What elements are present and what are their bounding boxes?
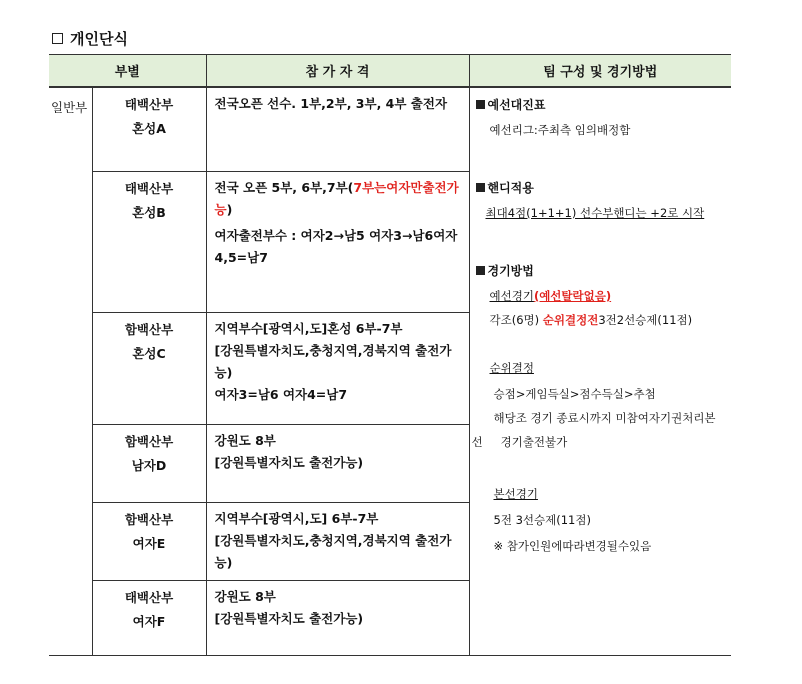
qualification-text: 강원도 8부	[214, 588, 276, 604]
qualification-cell	[206, 424, 469, 502]
header-team: 팀 구성 및 경기방법	[469, 55, 731, 88]
category-code: 혼성B	[132, 204, 166, 220]
qualification-text: 지역부수[광역시,도]혼성 6부-7부	[214, 320, 403, 336]
qualification-cell	[206, 580, 469, 655]
team-text: 최대4점(1+1+1) 선수부핸디는 +2로 시작	[485, 206, 705, 220]
qualification-text: [강원특별자치도 출전가능)	[214, 610, 364, 626]
team-text: 예선리그:주최측 임의배정함	[489, 123, 631, 137]
qualification-text: [강원특별자치도 출전가능)	[214, 454, 364, 470]
qualification-text: 강원도 8부	[214, 432, 276, 448]
section-heading: 경기방법	[476, 262, 732, 279]
table-row	[49, 87, 731, 171]
team-text: 선 경기출전불가	[471, 435, 568, 449]
section-title	[52, 28, 128, 49]
category-code: 혼성A	[132, 121, 166, 136]
category-code: 여자E	[132, 535, 166, 551]
qualification-cell	[206, 87, 469, 171]
team-text: 예선경기(예선탈락없음)	[489, 289, 612, 303]
category-name: 함백산부	[124, 321, 174, 337]
black-square-icon	[476, 266, 485, 275]
category-cell	[92, 171, 206, 312]
team-note: ※ 참가인원에따라변경될수있음	[493, 539, 652, 553]
header-division: 부별	[49, 55, 206, 88]
section-title-text: 개인단식	[70, 30, 128, 48]
qualification-text: 여자출전부수 : 여자2→남5 여자3→남6여자4,5=남7	[214, 227, 458, 265]
black-square-icon	[476, 100, 485, 109]
section-heading: 핸디적용	[476, 179, 732, 196]
qualification-text: 여자3=남6 여자4=남7	[214, 386, 348, 402]
category-cell	[92, 502, 206, 580]
qualification-text: [강원특별자치도,충청지역,경북지역 출전가능)	[214, 532, 452, 570]
category-name: 함백산부	[124, 433, 174, 449]
qualification-cell	[206, 502, 469, 580]
team-subheading: 순위결정	[489, 361, 534, 375]
category-name: 태백산부	[124, 589, 174, 605]
header-row	[49, 55, 731, 88]
team-method-cell	[469, 87, 731, 655]
category-name: 함백산부	[124, 511, 174, 527]
category-cell	[92, 424, 206, 502]
header-qualification: 참 가 자 격	[206, 55, 469, 88]
division-label: 일반부	[49, 87, 92, 655]
category-code: 남자D	[131, 457, 167, 473]
category-code: 혼성C	[132, 345, 166, 361]
black-square-icon	[476, 183, 485, 192]
competition-table	[49, 54, 731, 656]
category-code: 여자F	[132, 613, 166, 629]
team-subheading: 본선경기	[493, 487, 538, 501]
section-heading: 예선대진표	[476, 96, 732, 113]
category-cell	[92, 312, 206, 424]
qualification-text: 지역부수[광역시,도] 6부-7부	[214, 510, 379, 526]
category-cell	[92, 580, 206, 655]
qualification-cell	[206, 312, 469, 424]
team-text: 해당조 경기 종료시까지 미참여자기권처리본	[493, 411, 716, 425]
team-text: 5전 3선승제(11점)	[493, 513, 591, 527]
qualification-text: 전국오픈 선수. 1부,2부, 3부, 4부 출전자	[214, 96, 448, 111]
team-text: 각조(6명) 순위결정전3전2선승제(11점)	[489, 313, 693, 327]
qualification-text: [강원특별자치도,충청지역,경북지역 출전가능)	[214, 342, 452, 380]
category-cell	[92, 87, 206, 171]
team-text: 승점>게임득실>점수득실>추첨	[493, 387, 656, 401]
checkbox-square-icon	[52, 33, 63, 44]
category-name: 태백산부	[124, 97, 174, 112]
qualification-cell	[206, 171, 469, 312]
category-name: 태백산부	[124, 180, 174, 196]
qualification-text: 전국 오픈 5부, 6부,7부(7부는여자만출전가능)	[214, 179, 459, 217]
